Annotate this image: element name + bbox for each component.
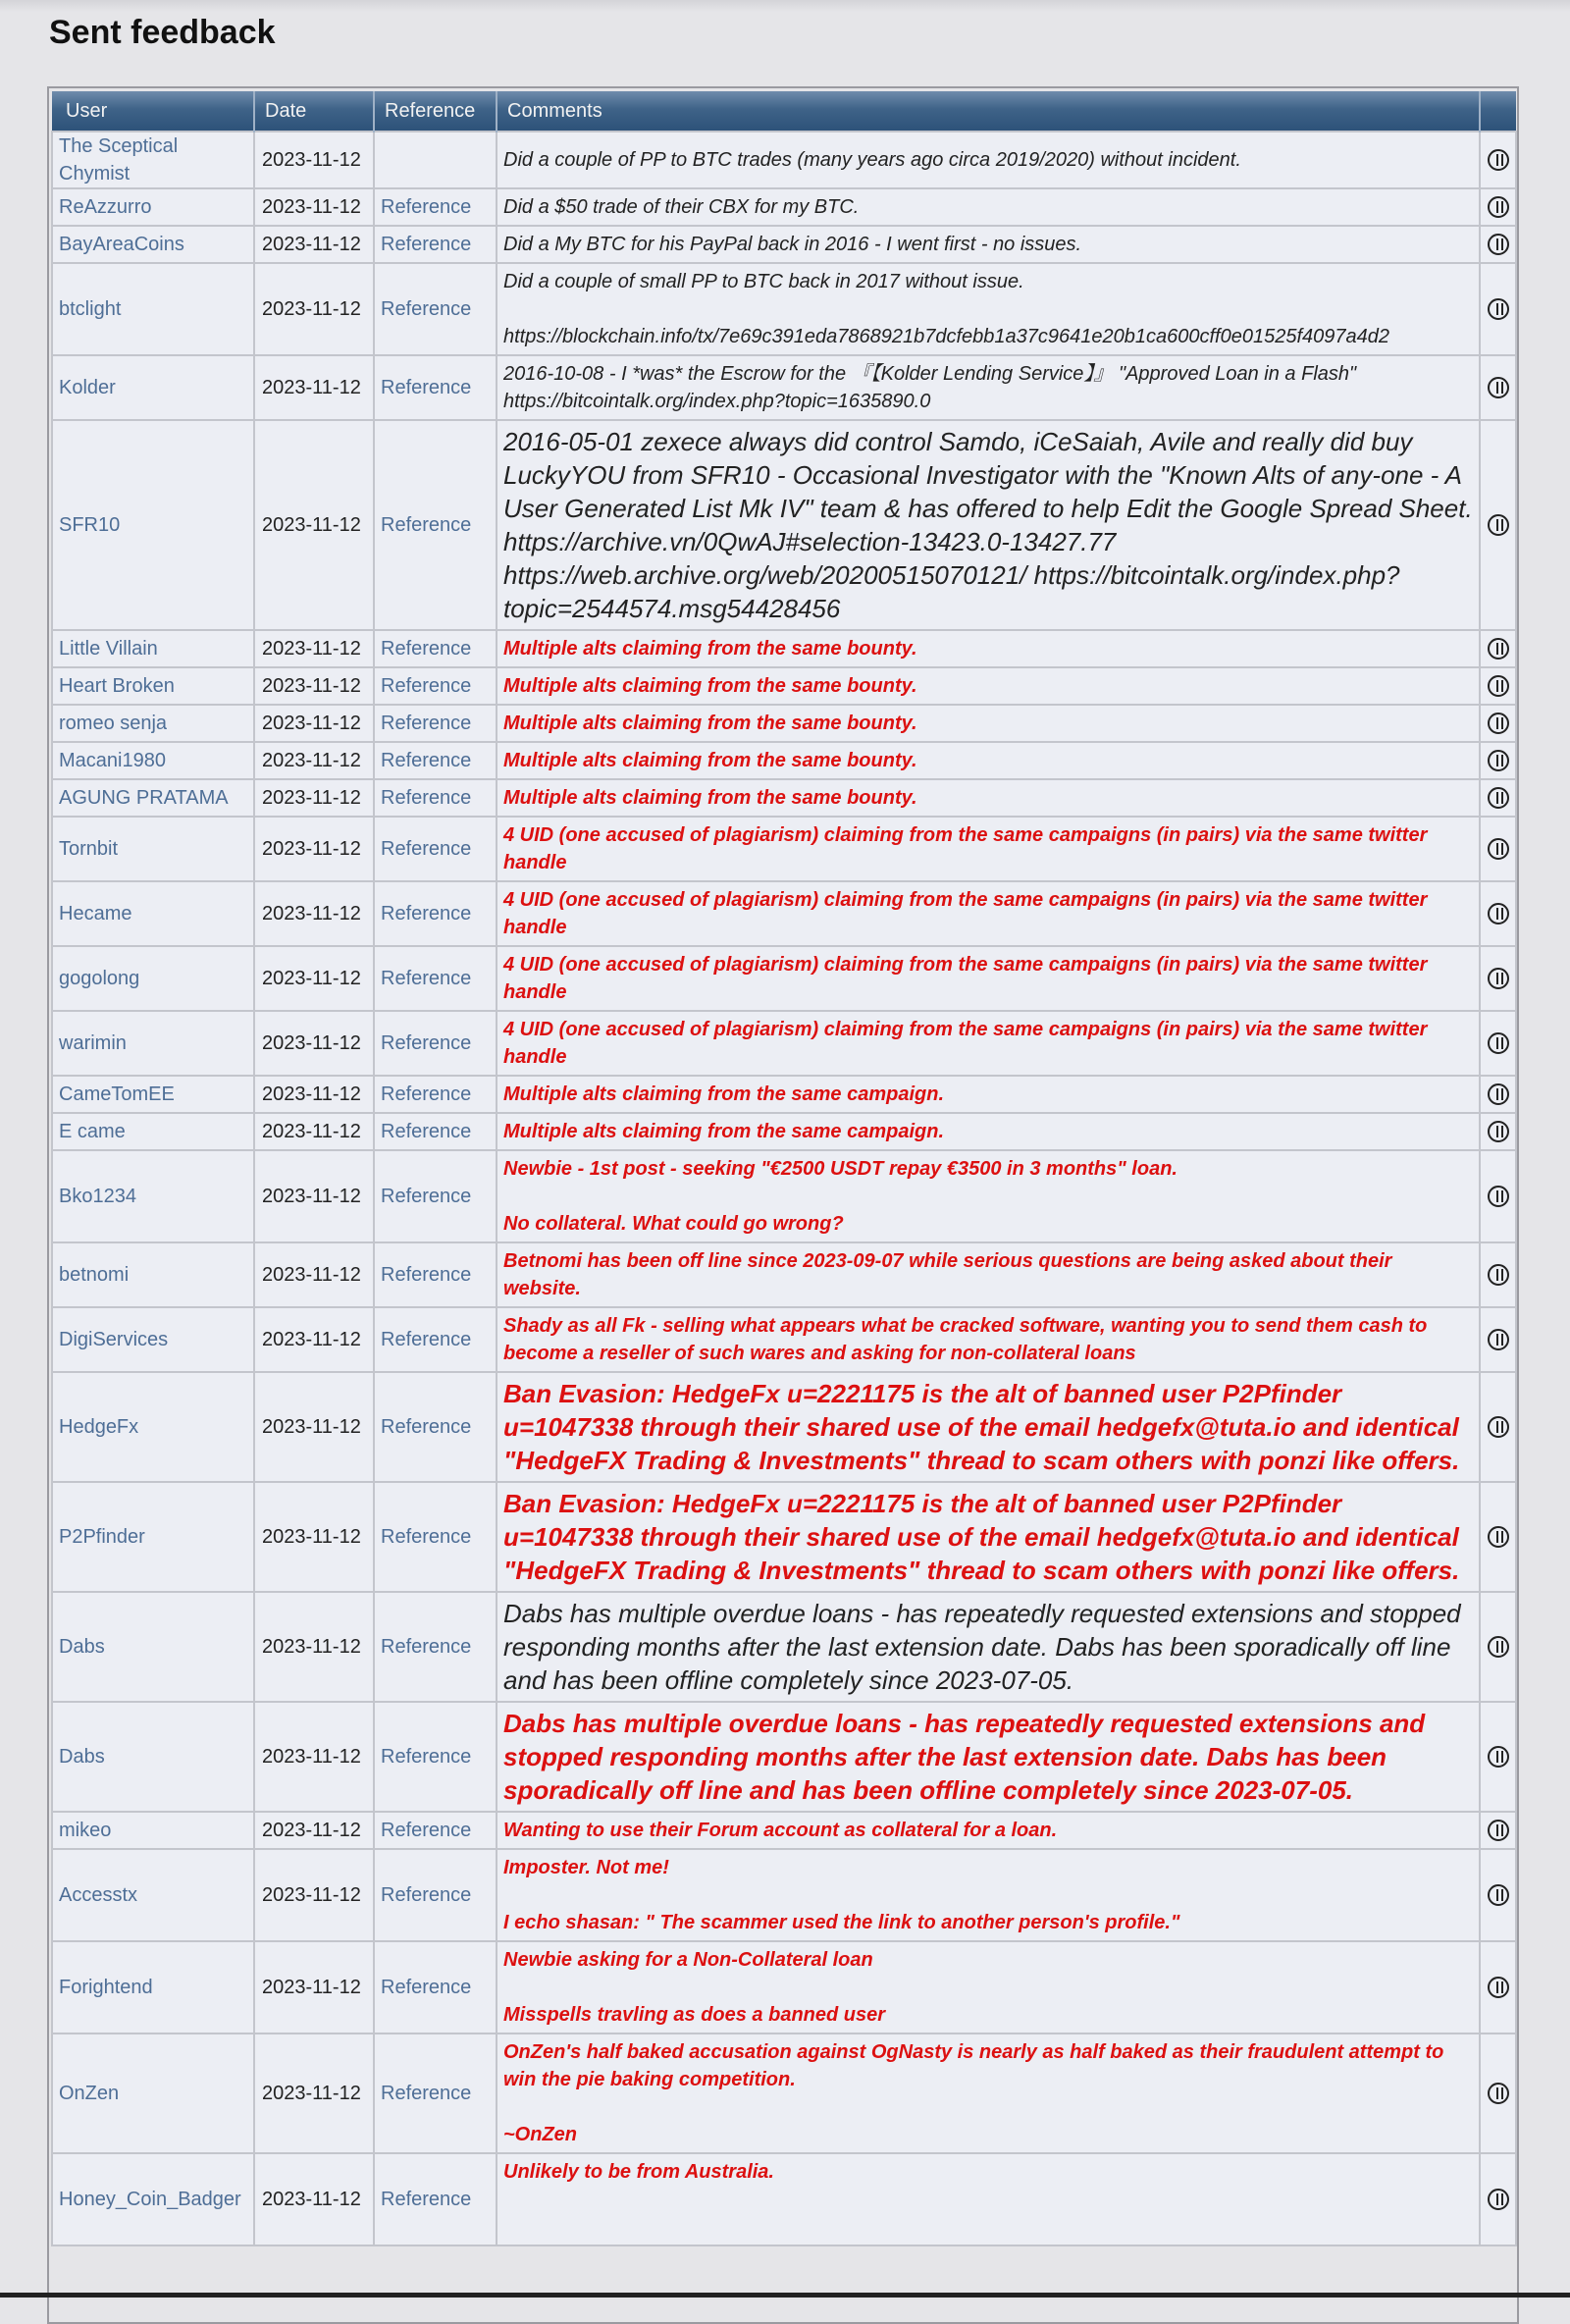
- remove-feedback-icon[interactable]: [1488, 1186, 1509, 1207]
- feedback-comment: [497, 630, 1480, 667]
- remove-feedback-icon[interactable]: [1488, 1526, 1509, 1548]
- remove-feedback-icon[interactable]: [1488, 377, 1509, 398]
- feedback-comment: [497, 2153, 1480, 2245]
- feedback-action-cell: [1480, 1076, 1516, 1113]
- feedback-comment: [497, 1150, 1480, 1242]
- feedback-comment: [497, 779, 1480, 817]
- feedback-table: [51, 91, 1517, 2246]
- feedback-action-cell: [1480, 1849, 1516, 1941]
- bottom-bar: [0, 2293, 1570, 2298]
- table-row: [52, 630, 1516, 667]
- comment-line: Betnomi has been off line since 2023-09-07 while serious questions are being asked about their website.: [503, 1250, 1392, 1299]
- feedback-date: 2023-11-12: [254, 188, 374, 226]
- feedback-date: 2023-11-12: [254, 1702, 374, 1812]
- feedback-action-cell: [1480, 630, 1516, 667]
- table-row: [52, 1242, 1516, 1307]
- user-link[interactable]: BayAreaCoins: [52, 226, 254, 263]
- user-link[interactable]: Accesstx: [52, 1849, 254, 1941]
- feedback-date: 2023-11-12: [254, 420, 374, 630]
- feedback-action-cell: [1480, 1482, 1516, 1592]
- comment-line: Unlikely to be from Australia.: [503, 2161, 774, 2183]
- remove-feedback-icon[interactable]: [1488, 713, 1509, 734]
- table-row: [52, 667, 1516, 705]
- feedback-comment: [497, 263, 1480, 355]
- feedback-date: 2023-11-12: [254, 1076, 374, 1113]
- remove-feedback-icon[interactable]: [1488, 1329, 1509, 1350]
- user-link[interactable]: Hecame: [52, 881, 254, 946]
- table-row: [52, 705, 1516, 742]
- remove-feedback-icon[interactable]: [1488, 1977, 1509, 1998]
- reference-link[interactable]: Reference: [374, 1076, 497, 1113]
- remove-feedback-icon[interactable]: [1488, 298, 1509, 320]
- reference-link[interactable]: Reference: [374, 1242, 497, 1307]
- table-row: [52, 1150, 1516, 1242]
- feedback-comment: [497, 2034, 1480, 2153]
- user-link[interactable]: The Sceptical Chymist: [52, 132, 254, 188]
- table-row: [52, 742, 1516, 779]
- feedback-date: 2023-11-12: [254, 1941, 374, 2034]
- comment-line: 2016-10-08 - I *was* the Escrow for the 『【Kolder Lending Service】』 "Approved Loan in a Flash": [503, 363, 1357, 385]
- top-bar: [0, 0, 1570, 12]
- comment-line: Multiple alts claiming from the same bounty.: [503, 750, 917, 771]
- comment-line: Multiple alts claiming from the same bounty.: [503, 787, 917, 809]
- comment-line: I echo shasan: " The scammer used the link to another person's profile.": [503, 1912, 1180, 1933]
- feedback-date: 2023-11-12: [254, 630, 374, 667]
- feedback-date: 2023-11-12: [254, 1307, 374, 1372]
- column-header-user: User: [52, 91, 254, 132]
- user-link[interactable]: E came: [52, 1113, 254, 1150]
- user-link[interactable]: SFR10: [52, 420, 254, 630]
- feedback-action-cell: [1480, 667, 1516, 705]
- reference-link[interactable]: Reference: [374, 226, 497, 263]
- comment-line: [503, 2186, 1473, 2213]
- comment-line: https://blockchain.info/tx/7e69c391eda7868921b7dcfebb1a37c9641e20b1ca600cff0e01525f4097a4d2: [503, 326, 1389, 347]
- feedback-date: 2023-11-12: [254, 2034, 374, 2153]
- feedback-action-cell: [1480, 420, 1516, 630]
- feedback-action-cell: [1480, 1812, 1516, 1849]
- feedback-date: 2023-11-12: [254, 779, 374, 817]
- user-link[interactable]: romeo senja: [52, 705, 254, 742]
- reference-link[interactable]: Reference: [374, 630, 497, 667]
- feedback-comment: [497, 742, 1480, 779]
- feedback-date: 2023-11-12: [254, 1812, 374, 1849]
- user-link[interactable]: gogolong: [52, 946, 254, 1011]
- table-row: [52, 420, 1516, 630]
- column-header-reference: Reference: [374, 91, 497, 132]
- feedback-action-cell: [1480, 132, 1516, 188]
- comment-line: ~OnZen: [503, 2124, 578, 2145]
- user-link[interactable]: Little Villain: [52, 630, 254, 667]
- comment-line: Misspells travling as does a banned user: [503, 2004, 886, 2026]
- comment-line: Imposter. Not me!: [503, 1857, 669, 1878]
- feedback-comment: [497, 705, 1480, 742]
- feedback-action-cell: [1480, 881, 1516, 946]
- feedback-comment: [497, 667, 1480, 705]
- remove-feedback-icon[interactable]: [1488, 234, 1509, 255]
- user-link[interactable]: CameTomEE: [52, 1076, 254, 1113]
- remove-feedback-icon[interactable]: [1488, 675, 1509, 697]
- feedback-date: 2023-11-12: [254, 1482, 374, 1592]
- feedback-comment: [497, 1482, 1480, 1592]
- reference-link[interactable]: Reference: [374, 1941, 497, 2034]
- feedback-action-cell: [1480, 263, 1516, 355]
- reference-link[interactable]: Reference: [374, 742, 497, 779]
- feedback-comment: [497, 1242, 1480, 1307]
- feedback-action-cell: [1480, 705, 1516, 742]
- feedback-action-cell: [1480, 817, 1516, 881]
- feedback-date: 2023-11-12: [254, 132, 374, 188]
- remove-feedback-icon[interactable]: [1488, 2189, 1509, 2210]
- table-row: [52, 132, 1516, 188]
- comment-line: Multiple alts claiming from the same bounty.: [503, 638, 917, 660]
- feedback-action-cell: [1480, 1941, 1516, 2034]
- feedback-action-cell: [1480, 946, 1516, 1011]
- feedback-action-cell: [1480, 355, 1516, 420]
- table-row: [52, 355, 1516, 420]
- user-link[interactable]: Tornbit: [52, 817, 254, 881]
- feedback-date: 2023-11-12: [254, 355, 374, 420]
- user-link[interactable]: Dabs: [52, 1702, 254, 1812]
- comment-line: [503, 295, 1473, 323]
- feedback-comment: [497, 1372, 1480, 1482]
- feedback-rows: [52, 132, 1516, 2245]
- remove-feedback-icon[interactable]: [1488, 1636, 1509, 1658]
- feedback-comment: [497, 1849, 1480, 1941]
- table-row: [52, 1372, 1516, 1482]
- feedback-date: 2023-11-12: [254, 1849, 374, 1941]
- user-link[interactable]: Dabs: [52, 1592, 254, 1702]
- reference-link[interactable]: Reference: [374, 1592, 497, 1702]
- feedback-action-cell: [1480, 1011, 1516, 1076]
- feedback-action-cell: [1480, 1150, 1516, 1242]
- feedback-action-cell: [1480, 2034, 1516, 2153]
- comment-line: [503, 2093, 1473, 2121]
- table-row: [52, 2153, 1516, 2245]
- remove-feedback-icon[interactable]: [1488, 638, 1509, 660]
- comment-line: [503, 1974, 1473, 2001]
- table-row: [52, 1113, 1516, 1150]
- feedback-date: 2023-11-12: [254, 226, 374, 263]
- table-row: [52, 1592, 1516, 1702]
- comment-line: Ban Evasion: HedgeFx u=2221175 is the alt of banned user P2Pfinder u=1047338 through their shared use of the email hedgefx@tuta.io and identical "HedgeFX Trading & Investments" thread to scam others with ponzi like offers.: [503, 1489, 1460, 1585]
- feedback-date: 2023-11-12: [254, 1592, 374, 1702]
- column-header-date: Date: [254, 91, 374, 132]
- remove-feedback-icon[interactable]: [1488, 1746, 1509, 1768]
- feedback-date: 2023-11-12: [254, 742, 374, 779]
- reference-link[interactable]: Reference: [374, 705, 497, 742]
- comment-line: Did a couple of small PP to BTC back in 2017 without issue.: [503, 271, 1024, 292]
- reference-link[interactable]: Reference: [374, 1372, 497, 1482]
- column-header-actions: [1480, 91, 1516, 132]
- feedback-comment: [497, 1307, 1480, 1372]
- user-link[interactable]: AGUNG PRATAMA: [52, 779, 254, 817]
- user-link[interactable]: Honey_Coin_Badger: [52, 2153, 254, 2245]
- reference-link[interactable]: Reference: [374, 263, 497, 355]
- column-header-comments: Comments: [497, 91, 1480, 132]
- feedback-comment: [497, 1076, 1480, 1113]
- feedback-date: 2023-11-12: [254, 1113, 374, 1150]
- reference-link[interactable]: Reference: [374, 1702, 497, 1812]
- feedback-comment: [497, 188, 1480, 226]
- table-row: [52, 1941, 1516, 2034]
- reference-link[interactable]: Reference: [374, 779, 497, 817]
- feedback-comment: [497, 1113, 1480, 1150]
- feedback-date: 2023-11-12: [254, 1242, 374, 1307]
- feedback-action-cell: [1480, 1372, 1516, 1482]
- table-row: [52, 1849, 1516, 1941]
- comment-line: 4 UID (one accused of plagiarism) claiming from the same campaigns (in pairs) via the same twitter handle: [503, 889, 1428, 938]
- remove-feedback-icon[interactable]: [1488, 968, 1509, 989]
- comment-line: Newbie - 1st post - seeking "€2500 USDT repay €3500 in 3 months" loan.: [503, 1158, 1178, 1180]
- comment-line: 2016-05-01 zexece always did control Samdo, iCeSaiah, Avile and really did buy LuckyYOU from SFR10 - Occasional Investigator with the "Known Alts of any-one - A User Generated List Mk IV" team & has offered to help Edit the Google Spread Sheet. https://archive.vn/0QwAJ#selection-13423.0-13427.77 https://web.archive.org/web/20200515070121/ https://bitcointalk.org/index.php?topic=2544574.msg54428456: [503, 427, 1473, 623]
- table-row: [52, 817, 1516, 881]
- comment-line: No collateral. What could go wrong?: [503, 1213, 844, 1235]
- feedback-comment: [497, 1011, 1480, 1076]
- remove-feedback-icon[interactable]: [1488, 514, 1509, 536]
- feedback-comment: [497, 817, 1480, 881]
- feedback-date: 2023-11-12: [254, 1011, 374, 1076]
- user-link[interactable]: P2Pfinder: [52, 1482, 254, 1592]
- table-row: [52, 1307, 1516, 1372]
- comment-line: Newbie asking for a Non-Collateral loan: [503, 1949, 873, 1971]
- feedback-comment: [497, 1941, 1480, 2034]
- reference-link[interactable]: Reference: [374, 355, 497, 420]
- reference-link[interactable]: Reference: [374, 1482, 497, 1592]
- comment-line: https://bitcointalk.org/index.php?topic=1635890.0: [503, 391, 931, 412]
- comment-line: Ban Evasion: HedgeFx u=2221175 is the alt of banned user P2Pfinder u=1047338 through their shared use of the email hedgefx@tuta.io and identical "HedgeFX Trading & Investments" thread to scam others with ponzi like offers.: [503, 1379, 1460, 1475]
- feedback-action-cell: [1480, 188, 1516, 226]
- remove-feedback-icon[interactable]: [1488, 1121, 1509, 1142]
- feedback-comment: [497, 420, 1480, 630]
- feedback-action-cell: [1480, 1113, 1516, 1150]
- feedback-comment: [497, 1812, 1480, 1849]
- user-link[interactable]: Macani1980: [52, 742, 254, 779]
- feedback-comment: [497, 132, 1480, 188]
- reference-link[interactable]: Reference: [374, 1812, 497, 1849]
- user-link[interactable]: warimin: [52, 1011, 254, 1076]
- table-row: [52, 946, 1516, 1011]
- table-row: [52, 2034, 1516, 2153]
- reference-link[interactable]: Reference: [374, 1113, 497, 1150]
- remove-feedback-icon[interactable]: [1488, 1820, 1509, 1841]
- user-link[interactable]: DigiServices: [52, 1307, 254, 1372]
- reference-link[interactable]: Reference: [374, 420, 497, 630]
- feedback-date: 2023-11-12: [254, 1150, 374, 1242]
- feedback-date: 2023-11-12: [254, 1372, 374, 1482]
- comment-line: 4 UID (one accused of plagiarism) claiming from the same campaigns (in pairs) via the same twitter handle: [503, 954, 1428, 1003]
- user-link[interactable]: Bko1234: [52, 1150, 254, 1242]
- table-row: [52, 226, 1516, 263]
- feedback-date: 2023-11-12: [254, 881, 374, 946]
- reference-link[interactable]: Reference: [374, 1307, 497, 1372]
- comment-line: [503, 2213, 1473, 2241]
- user-link[interactable]: ReAzzurro: [52, 188, 254, 226]
- feedback-date: 2023-11-12: [254, 705, 374, 742]
- remove-feedback-icon[interactable]: [1488, 196, 1509, 218]
- feedback-comment: [497, 946, 1480, 1011]
- comment-line: Multiple alts claiming from the same bounty.: [503, 675, 917, 697]
- reference-link[interactable]: Reference: [374, 667, 497, 705]
- comment-line: 4 UID (one accused of plagiarism) claiming from the same campaigns (in pairs) via the same twitter handle: [503, 824, 1428, 873]
- comment-line: Dabs has multiple overdue loans - has repeatedly requested extensions and stopped responding months after the last extension date. Dabs has been sporadically off line and has been offline completely since 2023-07-05.: [503, 1709, 1426, 1805]
- remove-feedback-icon[interactable]: [1488, 1884, 1509, 1906]
- reference-link[interactable]: Reference: [374, 188, 497, 226]
- table-row: [52, 1011, 1516, 1076]
- table-row: [52, 263, 1516, 355]
- feedback-action-cell: [1480, 742, 1516, 779]
- reference-link[interactable]: Reference: [374, 817, 497, 881]
- table-row: [52, 1482, 1516, 1592]
- feedback-action-cell: [1480, 1242, 1516, 1307]
- remove-feedback-icon[interactable]: [1488, 838, 1509, 860]
- user-link[interactable]: Forightend: [52, 1941, 254, 2034]
- remove-feedback-icon[interactable]: [1488, 1264, 1509, 1286]
- feedback-action-cell: [1480, 1702, 1516, 1812]
- user-link[interactable]: Heart Broken: [52, 667, 254, 705]
- comment-line: Multiple alts claiming from the same campaign.: [503, 1083, 944, 1105]
- reference-link[interactable]: Reference: [374, 1849, 497, 1941]
- feedback-comment: [497, 1592, 1480, 1702]
- table-row: [52, 1076, 1516, 1113]
- remove-feedback-icon[interactable]: [1488, 787, 1509, 809]
- feedback-date: 2023-11-12: [254, 263, 374, 355]
- remove-feedback-icon[interactable]: [1488, 750, 1509, 771]
- user-link[interactable]: betnomi: [52, 1242, 254, 1307]
- table-header-row: [52, 91, 1516, 132]
- feedback-comment: [497, 226, 1480, 263]
- feedback-action-cell: [1480, 1592, 1516, 1702]
- comment-line: Dabs has multiple overdue loans - has repeatedly requested extensions and stopped responding months after the last extension date. Dabs has been sporadically off line and has been offline completely since 2023-07-05.: [503, 1599, 1461, 1695]
- reference-link[interactable]: Reference: [374, 1011, 497, 1076]
- reference-link[interactable]: Reference: [374, 2034, 497, 2153]
- reference-link[interactable]: Reference: [374, 946, 497, 1011]
- reference-link: [374, 132, 497, 188]
- reference-link[interactable]: Reference: [374, 2153, 497, 2245]
- comment-line: [503, 1183, 1473, 1210]
- remove-feedback-icon[interactable]: [1488, 149, 1509, 171]
- user-link[interactable]: HedgeFx: [52, 1372, 254, 1482]
- user-link[interactable]: btclight: [52, 263, 254, 355]
- remove-feedback-icon[interactable]: [1488, 2083, 1509, 2104]
- table-row: [52, 1812, 1516, 1849]
- comment-line: Did a My BTC for his PayPal back in 2016 - I went first - no issues.: [503, 234, 1082, 255]
- remove-feedback-icon[interactable]: [1488, 903, 1509, 924]
- feedback-action-cell: [1480, 2153, 1516, 2245]
- user-link[interactable]: OnZen: [52, 2034, 254, 2153]
- feedback-comment: [497, 881, 1480, 946]
- comment-line: [503, 1881, 1473, 1909]
- reference-link[interactable]: Reference: [374, 881, 497, 946]
- comment-line: Multiple alts claiming from the same bounty.: [503, 713, 917, 734]
- comment-line: Shady as all Fk - selling what appears what be cracked software, wanting you to send them cash to become a reseller of such wares and asking for non-collateral loans: [503, 1315, 1428, 1364]
- comment-line: Did a couple of PP to BTC trades (many years ago circa 2019/2020) without incident.: [503, 149, 1241, 171]
- feedback-action-cell: [1480, 779, 1516, 817]
- feedback-date: 2023-11-12: [254, 667, 374, 705]
- remove-feedback-icon[interactable]: [1488, 1083, 1509, 1105]
- table-row: [52, 779, 1516, 817]
- user-link[interactable]: Kolder: [52, 355, 254, 420]
- comment-line: Did a $50 trade of their CBX for my BTC.: [503, 196, 860, 218]
- comment-line: Multiple alts claiming from the same campaign.: [503, 1121, 944, 1142]
- comment-line: Wanting to use their Forum account as collateral for a loan.: [503, 1820, 1058, 1841]
- feedback-date: 2023-11-12: [254, 817, 374, 881]
- feedback-comment: [497, 1702, 1480, 1812]
- feedback-comment: [497, 355, 1480, 420]
- user-link[interactable]: mikeo: [52, 1812, 254, 1849]
- remove-feedback-icon[interactable]: [1488, 1416, 1509, 1438]
- reference-link[interactable]: Reference: [374, 1150, 497, 1242]
- feedback-date: 2023-11-12: [254, 2153, 374, 2245]
- table-row: [52, 881, 1516, 946]
- feedback-action-cell: [1480, 226, 1516, 263]
- feedback-date: 2023-11-12: [254, 946, 374, 1011]
- feedback-action-cell: [1480, 1307, 1516, 1372]
- table-row: [52, 1702, 1516, 1812]
- comment-line: OnZen's half baked accusation against OgNasty is nearly as half baked as their fraudulent attempt to win the pie baking competition.: [503, 2041, 1444, 2090]
- page-title: Sent feedback: [49, 14, 276, 51]
- comment-line: 4 UID (one accused of plagiarism) claiming from the same campaigns (in pairs) via the same twitter handle: [503, 1019, 1428, 1068]
- remove-feedback-icon[interactable]: [1488, 1032, 1509, 1054]
- table-row: [52, 188, 1516, 226]
